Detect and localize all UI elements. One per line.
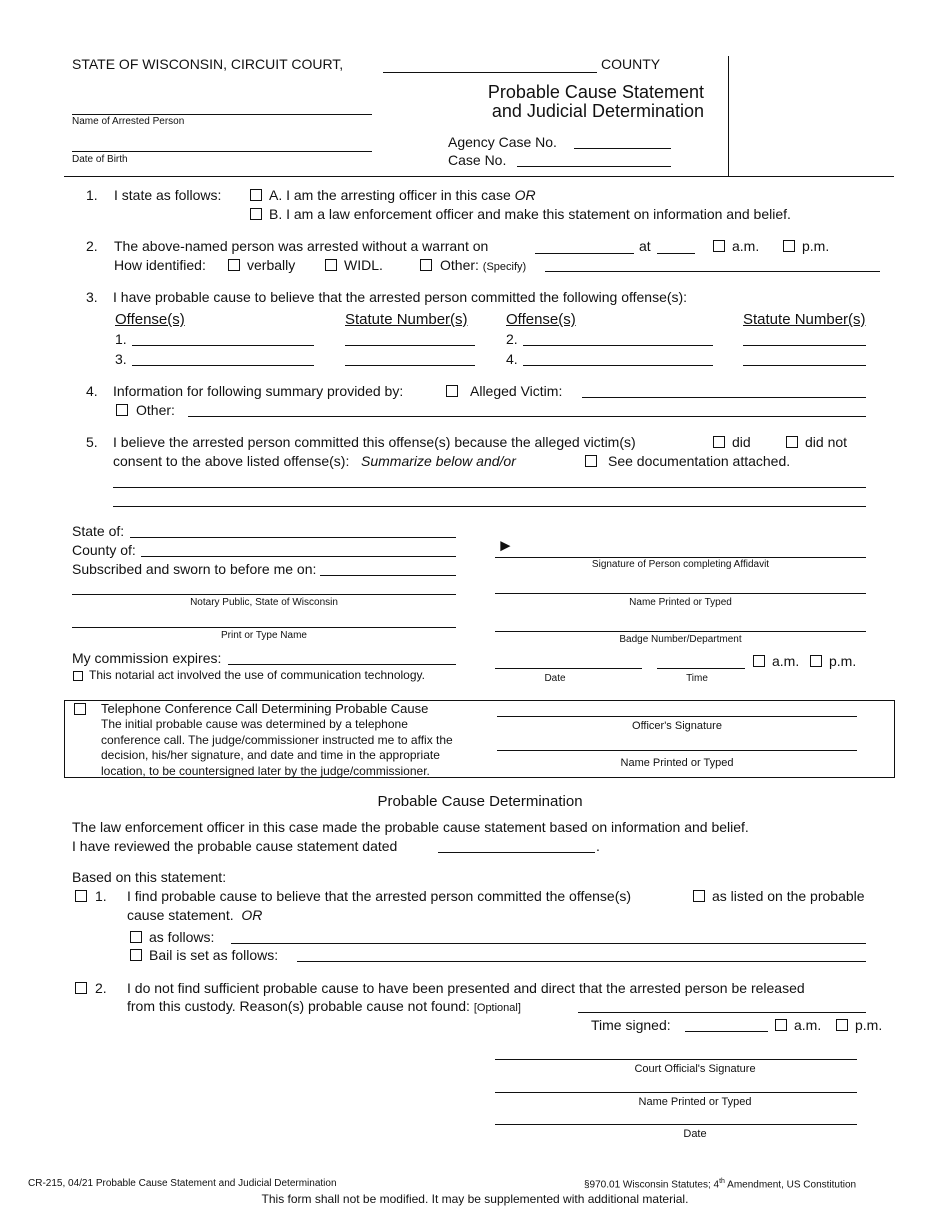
did-not-consent-checkbox[interactable] [786,436,798,448]
affiant-time-field[interactable] [657,668,745,669]
affiant-pm-label: p.m. [829,653,857,669]
alleged-victim-label: Alleged Victim: [470,383,563,399]
item-1-option-b: B. I am a law enforcement officer and make this statement on information and belief. [269,206,791,222]
telephone-title: Telephone Conference Call Determining Probable Cause [101,701,429,716]
offense-3-field[interactable] [132,365,314,366]
badge-label: Badge Number/Department [619,634,742,645]
widl-label: WIDL. [344,257,383,273]
item-4-number: 4. [86,383,98,399]
item-2-at: at [639,238,651,254]
court-date-label: Date [683,1128,707,1140]
as-follows-label: as follows: [149,929,215,945]
find-probable-cause-checkbox[interactable] [75,890,87,902]
officer-name-label: Name Printed or Typed [620,757,734,769]
statute-header-left: Statute Number(s) [345,311,468,328]
arrest-am-label: a.m. [732,238,760,254]
form-notice: This form shall not be modified. It may be supplemented with additional material. [261,1192,689,1206]
header-rule [64,176,894,177]
item-1-text: I state as follows: [114,187,222,203]
info-belief-checkbox[interactable] [250,208,262,220]
other-id-text: Other: [440,257,479,273]
notary-signature-field[interactable] [72,594,456,595]
see-documentation-label: See documentation attached. [608,453,791,469]
item-1-or: OR [514,187,536,203]
statute-header-right: Statute Number(s) [743,311,866,328]
how-identified-label: How identified: [114,257,206,273]
reviewed-statement-text: I have reviewed the probable cause statement dated [72,838,398,854]
arresting-officer-checkbox[interactable] [250,189,262,201]
widl-checkbox[interactable] [325,259,337,271]
subscribed-date-field[interactable] [320,575,456,576]
signed-pm-checkbox[interactable] [836,1019,848,1031]
officer-signature-field[interactable] [497,716,857,717]
statute-3-field[interactable] [345,365,475,366]
court-name-label: Name Printed or Typed [638,1096,752,1108]
court-name-field[interactable] [495,1092,857,1093]
subscribed-label: Subscribed and sworn to before me on: [72,561,317,577]
county-label: COUNTY [601,56,661,72]
alleged-victim-checkbox[interactable] [446,385,458,397]
signature-arrow-icon: ► [497,536,514,555]
commission-label: My commission expires: [72,650,222,666]
reason-field[interactable] [578,1012,866,1013]
statute-pre: §970.01 Wisconsin Statutes; 4 [584,1179,720,1191]
affiant-am-checkbox[interactable] [753,655,765,667]
affiant-name-field[interactable] [495,593,866,594]
officer-signature-label: Officer's Signature [632,720,722,732]
notary-print-name-field[interactable] [72,627,456,628]
item-5-text: I believe the arrested person committed this offense(s) because the alleged victim(s) [113,434,636,450]
notary-public-label: Notary Public, State of Wisconsin [190,597,338,608]
item-3-text: I have probable cause to believe that the arrested person committed the following offense(s): [113,289,688,305]
summary-other-label: Other: [136,402,175,418]
other-id-checkbox[interactable] [420,259,432,271]
communication-tech-label: This notarial act involved the use of communication technology. [89,668,425,682]
affiant-date-label: Date [544,673,566,684]
offense-1-field[interactable] [132,345,314,346]
case-no-field[interactable] [517,166,671,167]
case-no-label: Case No. [448,152,507,168]
item-5-number: 5. [86,434,98,450]
determination-heading: Probable Cause Determination [377,793,583,810]
affiant-time-label: Time [686,673,708,684]
bail-label: Bail is set as follows: [149,947,279,963]
agency-case-label: Agency Case No. [448,134,557,150]
county-field[interactable] [383,72,597,73]
cause-statement-label: cause statement. [127,907,234,923]
as-follows-field[interactable] [231,943,866,944]
reason-label: from this custody. Reason(s) probable cause not found: [127,998,470,1014]
arrest-am-checkbox[interactable] [713,240,725,252]
time-signed-field[interactable] [685,1031,768,1032]
court-heading: STATE OF WISCONSIN, CIRCUIT COURT, [72,56,344,72]
telephone-line-2: conference call. The judge/commissioner instructed me to affix the [101,733,453,747]
determination-2-number: 2. [95,980,107,996]
affiant-date-field[interactable] [495,668,642,669]
determination-intro: The law enforcement officer in this case made the probable cause statement based on information and belief. [72,819,749,835]
arrest-time-field[interactable] [657,253,695,254]
county-of-field[interactable] [141,556,456,557]
arrest-pm-label: p.m. [802,238,830,254]
offense-4-number: 4. [506,351,518,367]
item-2-text: The above-named person was arrested without a warrant on [114,238,489,254]
verbally-checkbox[interactable] [228,259,240,271]
dob-label: Date of Birth [72,154,128,165]
reviewed-period: . [596,838,600,854]
based-on-label: Based on this statement: [72,869,227,885]
cause-statement-text [127,907,262,923]
optional-label: [Optional] [473,1002,521,1014]
telephone-conference-checkbox[interactable] [74,703,86,715]
arrest-date-field[interactable] [535,253,634,254]
determination-or: OR [241,907,263,923]
offense-header-left: Offense(s) [115,311,185,328]
dob-field[interactable] [72,151,372,152]
statute-4-field[interactable] [743,365,866,366]
summarize-text: Summarize below and/or [361,453,516,469]
affiant-signature-label: Signature of Person completing Affidavit [591,559,770,570]
telephone-line-3: decision, his/her signature, and date and time in the appropriate [101,748,440,762]
time-signed-label: Time signed: [591,1017,671,1033]
item-1-option-a-text: A. I am the arresting officer in this case [269,187,511,203]
state-of-field[interactable] [130,537,456,538]
affiant-pm-checkbox[interactable] [810,655,822,667]
statute-post: Amendment, US Constitution [724,1179,857,1191]
summary-line-1[interactable] [113,487,866,488]
print-name-label: Print or Type Name [221,630,307,641]
reason-text [127,998,521,1014]
state-of-label: State of: [72,523,125,539]
signed-am-checkbox[interactable] [775,1019,787,1031]
summary-line-2[interactable] [113,506,866,507]
specify-label: (Specify) [482,261,527,273]
did-label: did [732,434,751,450]
consent-text: consent to the above listed offense(s): [113,453,350,469]
summary-other-checkbox[interactable] [116,404,128,416]
header-divider [728,56,729,176]
as-listed-label: as listed on the probable [712,888,865,904]
statute-1-field[interactable] [345,345,475,346]
other-id-field[interactable] [545,271,880,272]
offense-1-number: 1. [115,331,127,347]
signed-am-label: a.m. [794,1017,822,1033]
statute-2-field[interactable] [743,345,866,346]
item-3-number: 3. [86,289,98,305]
form-title-line2: and Judicial Determination [491,101,704,121]
verbally-label: verbally [247,257,296,273]
agency-case-field[interactable] [574,148,671,149]
commission-field[interactable] [228,664,456,665]
telephone-line-1: The initial probable cause was determined by a telephone [101,717,408,731]
other-id-label [440,257,526,273]
telephone-line-4: location, to be countersigned later by the judge/commissioner. [101,764,430,778]
court-date-field[interactable] [495,1124,857,1125]
communication-tech-checkbox[interactable] [73,671,83,681]
arrested-name-field[interactable] [72,114,372,115]
affiant-name-label: Name Printed or Typed [629,597,732,608]
item-4-text: Information for following summary provided by: [113,383,404,399]
court-signature-label: Court Official's Signature [634,1063,756,1075]
statute-reference [584,1178,856,1190]
arrested-name-label: Name of Arrested Person [72,116,185,127]
bail-field[interactable] [297,961,866,962]
form-id: CR-215, 04/21 Probable Cause Statement and Judicial Determination [28,1178,337,1189]
statute-sup: th [719,1178,725,1185]
offense-3-number: 3. [115,351,127,367]
badge-field[interactable] [495,631,866,632]
determination-1-number: 1. [95,888,107,904]
offense-2-field[interactable] [523,345,713,346]
no-probable-cause-checkbox[interactable] [75,982,87,994]
see-documentation-checkbox[interactable] [585,455,597,467]
signed-pm-label: p.m. [855,1017,883,1033]
as-follows-checkbox[interactable] [130,931,142,943]
offense-header-right: Offense(s) [506,311,576,328]
item-2-number: 2. [86,238,98,254]
county-of-label: County of: [72,542,136,558]
court-signature-field[interactable] [495,1059,857,1060]
summary-other-field[interactable] [188,416,866,417]
did-consent-checkbox[interactable] [713,436,725,448]
form-title-line1: Probable Cause Statement [487,82,704,102]
as-listed-checkbox[interactable] [693,890,705,902]
determination-2-text: I do not find sufficient probable cause to have been presented and direct that the arrested person be released [127,980,805,996]
item-5-text-2 [113,453,516,469]
determination-1-text: I find probable cause to believe that the arrested person committed the offense(s) [127,888,632,904]
bail-checkbox[interactable] [130,949,142,961]
officer-name-field[interactable] [497,750,857,751]
did-not-label: did not [805,434,848,450]
arrest-pm-checkbox[interactable] [783,240,795,252]
affiant-am-label: a.m. [772,653,800,669]
offense-4-field[interactable] [523,365,713,366]
alleged-victim-field[interactable] [582,397,866,398]
item-1-number: 1. [86,187,98,203]
item-1-option-a [269,187,536,203]
offense-2-number: 2. [506,331,518,347]
affiant-signature-field[interactable] [495,557,866,558]
statement-date-field[interactable] [438,852,595,853]
